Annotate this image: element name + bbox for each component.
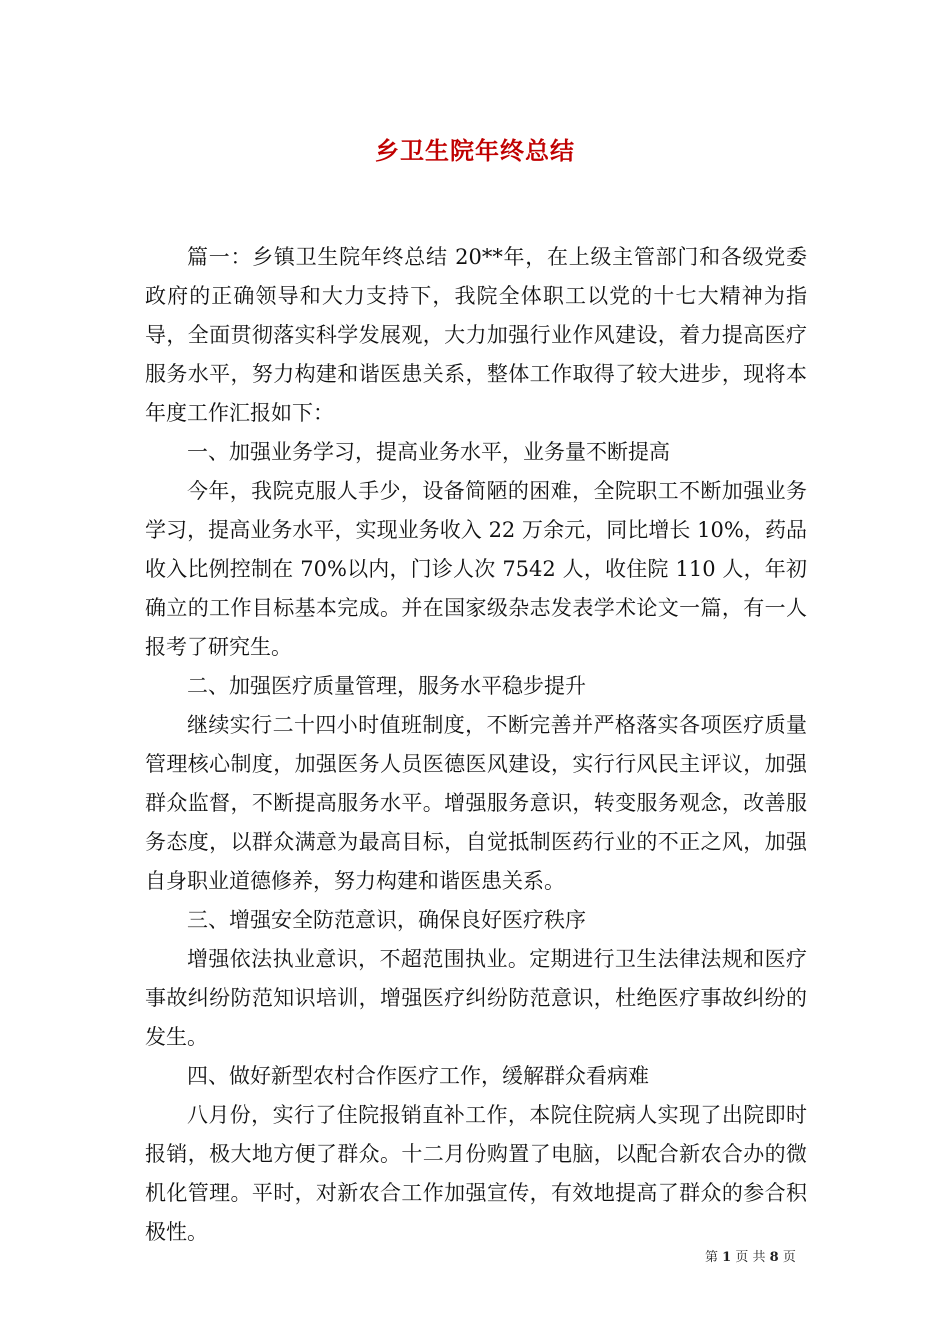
- section-heading-4: 四、做好新型农村合作医疗工作，缓解群众看病难: [187, 1064, 649, 1088]
- page-number-footer: [705, 1249, 796, 1267]
- current-page-number: 1: [722, 1250, 732, 1265]
- footer-suffix: 页: [782, 1250, 796, 1265]
- section-paragraph-1: 今年，我院克服人手少，设备简陋的困难，全院职工不断加强业务学习，提高业务水平，实现业务收入 22 万余元，同比增长 10%，药品收入比例控制在 70%以内，门诊人次 7542 人，收住院 110 人，年初确立的工作目标基本完成。并在国家级杂志发表学术论文一篇，有一人报考了研究生。: [145, 479, 807, 659]
- page-title: 乡卫生院年终总结: [375, 136, 575, 165]
- section-paragraph-3: 增强依法执业意识，不超范围执业。定期进行卫生法律法规和医疗事故纠纷防范知识培训，增强医疗纠纷防范意识，杜绝医疗事故纠纷的发生。: [145, 947, 807, 1049]
- section-heading-2: 二、加强医疗质量管理，服务水平稳步提升: [187, 674, 586, 698]
- footer-middle: 页 共: [735, 1250, 766, 1265]
- section-heading-1: 一、加强业务学习，提高业务水平，业务量不断提高: [187, 440, 670, 464]
- section-paragraph-2: 继续实行二十四小时值班制度，不断完善并严格落实各项医疗质量管理核心制度，加强医务人员医德医风建设，实行行风民主评议，加强群众监督，不断提高服务水平。增强服务意识，转变服务观念，改善服务态度，以群众满意为最高目标，自觉抵制医药行业的不正之风，加强自身职业道德修养，努力构建和谐医患关系。: [145, 713, 807, 893]
- section-paragraph-4: 八月份，实行了住院报销直补工作，本院住院病人实现了出院即时报销，极大地方便了群众。十二月份购置了电脑，以配合新农合办的微机化管理。平时，对新农合工作加强宣传，有效地提高了群众的参合积极性。: [145, 1103, 807, 1244]
- total-pages-number: 8: [769, 1250, 779, 1265]
- section-heading-3: 三、增强安全防范意识，确保良好医疗秩序: [187, 908, 586, 932]
- footer-prefix: 第: [705, 1250, 719, 1265]
- document-body: [145, 238, 807, 1252]
- intro-paragraph: 篇一：乡镇卫生院年终总结 20**年，在上级主管部门和各级党委政府的正确领导和大力支持下，我院全体职工以党的十七大精神为指导，全面贯彻落实科学发展观，大力加强行业作风建设，着力提高医疗服务水平，努力构建和谐医患关系，整体工作取得了较大进步，现将本年度工作汇报如下：: [145, 245, 807, 425]
